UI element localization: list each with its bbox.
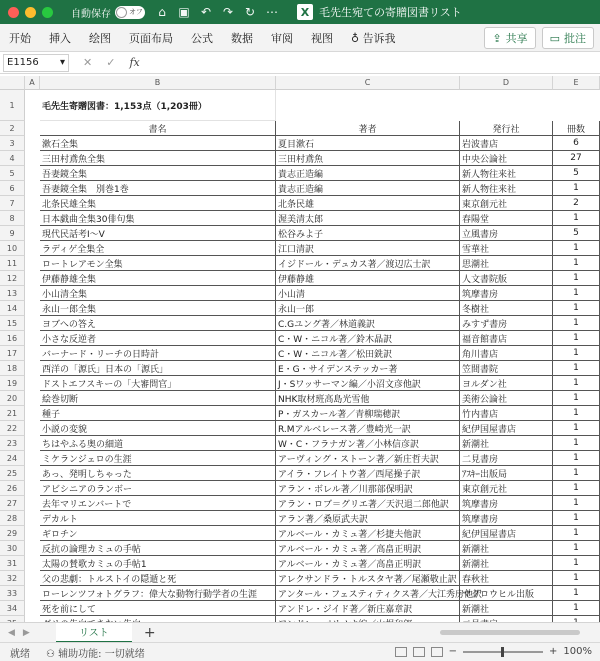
table-cell[interactable]: 1 (553, 211, 600, 226)
insert-function-button[interactable]: fx (129, 56, 140, 69)
autosave-label: 自動保存 (71, 8, 111, 20)
table-cell[interactable]: 夏目漱石 (276, 136, 460, 151)
table-cell[interactable]: 1 (553, 601, 600, 616)
tab-formulas[interactable]: 公式 (191, 31, 213, 45)
close-window-button[interactable] (8, 7, 19, 18)
row-header[interactable]: 1 (0, 90, 25, 121)
table-cell[interactable]: 角川書店 (460, 346, 553, 361)
table-cell[interactable]: 雪華社 (460, 241, 553, 256)
table-cell[interactable]: 1 (553, 511, 600, 526)
tab-view[interactable]: 视图 (311, 31, 333, 45)
table-cell[interactable]: 1 (553, 571, 600, 586)
table-cell[interactable]: 三田村鳶魚 (276, 151, 460, 166)
table-cell[interactable]: 去年マリエンバートで (40, 496, 276, 511)
table-cell[interactable]: 小さな反逆者 (40, 331, 276, 346)
row-header[interactable]: 19 (0, 376, 25, 391)
normal-view-button[interactable] (395, 647, 407, 657)
row-header[interactable]: 14 (0, 301, 25, 316)
table-cell[interactable]: 人文書院版 (460, 271, 553, 286)
table-cell[interactable]: R.Mアルベレース著／豊崎光一訳 (276, 421, 460, 436)
table-cell[interactable]: 5 (553, 226, 600, 241)
sheet-tab-list[interactable]: リスト (56, 623, 132, 643)
table-cell[interactable]: 太陽の賛歌カミュの手帖1 (40, 556, 276, 571)
tab-home[interactable]: 开始 (9, 31, 31, 45)
table-cell[interactable]: 吾妻鏡全集 別巻1巻 (40, 181, 276, 196)
zoom-window-button[interactable] (42, 7, 53, 18)
accessibility-status[interactable] (46, 645, 145, 660)
toggle-knob (116, 7, 127, 18)
table-cell[interactable]: 春秋社 (460, 571, 553, 586)
row-header[interactable]: 21 (0, 406, 25, 421)
share-icon: ⇪ (492, 31, 502, 45)
horizontal-scrollbar[interactable] (440, 630, 580, 635)
table-cell[interactable]: 美術公論社 (460, 391, 553, 406)
column-header-b[interactable]: B (40, 76, 276, 90)
table-cell[interactable]: アルベール・カミュ著／高畠正明訳 (276, 556, 460, 571)
table-cell[interactable]: 新潮社 (460, 601, 553, 616)
table-cell[interactable]: 江口清訳 (276, 241, 460, 256)
row-header[interactable]: 34 (0, 601, 25, 616)
row-header[interactable]: 8 (0, 211, 25, 226)
row-header[interactable]: 16 (0, 331, 25, 346)
row-header[interactable]: 10 (0, 241, 25, 256)
table-cell[interactable]: 1 (553, 526, 600, 541)
lightbulb-icon: ♁ (351, 31, 360, 45)
column-header-e[interactable]: E (553, 76, 600, 90)
table-cell[interactable]: 永山一郎 (276, 301, 460, 316)
table-cell[interactable]: 1 (553, 346, 600, 361)
table-cell[interactable]: 小山清全集 (40, 286, 276, 301)
row-header[interactable]: 20 (0, 391, 25, 406)
table-header-cell[interactable]: 発行社 (460, 121, 553, 136)
table-cell[interactable]: 5 (553, 166, 600, 181)
table-cell[interactable]: NHK取材班高島光雪他 (276, 391, 460, 406)
chevron-down-icon: ▾ (59, 57, 65, 68)
table-cell[interactable]: 筑摩書房 (460, 496, 553, 511)
row-header[interactable]: 31 (0, 556, 25, 571)
refresh-icon[interactable]: ↻ (244, 5, 256, 19)
table-cell[interactable]: 現代民話考Ⅰ～Ⅴ (40, 226, 276, 241)
table-cell[interactable]: みすず書房 (460, 316, 553, 331)
accessibility-icon: ⚇ (46, 648, 55, 660)
column-header-d[interactable]: D (460, 76, 553, 90)
row-header[interactable]: 32 (0, 571, 25, 586)
table-cell[interactable]: 種子 (40, 406, 276, 421)
table-cell[interactable]: ドストエフスキーの「大審問官」 (40, 376, 276, 391)
table-cell[interactable]: アラン・ロブ＝グリエ著／天沢退二郎他訳 (276, 496, 460, 511)
table-cell[interactable]: 紀伊国屋書店 (460, 526, 553, 541)
confirm-icon[interactable]: ✓ (106, 56, 116, 69)
table-cell[interactable]: アンドレ・ジイド著／新庄嘉章訳 (276, 601, 460, 616)
window-controls (8, 7, 53, 18)
table-cell[interactable]: 紀伊国屋書店 (460, 421, 553, 436)
table-cell[interactable]: 新人物往来社 (460, 166, 553, 181)
row-header[interactable]: 29 (0, 526, 25, 541)
next-sheet-icon[interactable]: ▶ (22, 627, 30, 638)
row-header[interactable]: 18 (0, 361, 25, 376)
table-cell[interactable]: 冬樹社 (460, 301, 553, 316)
table-cell[interactable]: 1 (553, 436, 600, 451)
table-cell[interactable]: 東京創元社 (460, 196, 553, 211)
table-cell[interactable]: アイラ・フレイトウ著／西尾操子訳 (276, 466, 460, 481)
table-cell[interactable]: ヨブへの答え (40, 316, 276, 331)
sheet-title-cell[interactable]: 毛先生寄贈図書：1,153点（1,203冊） (40, 90, 276, 121)
tab-draw[interactable]: 绘图 (89, 31, 111, 45)
table-cell[interactable]: 北条民雄 (276, 196, 460, 211)
row-header[interactable]: 26 (0, 481, 25, 496)
table-header-cell[interactable]: 冊数 (553, 121, 600, 136)
add-sheet-button[interactable]: + (143, 624, 156, 641)
table-cell[interactable]: 1 (553, 301, 600, 316)
table-cell[interactable]: 岩波書店 (460, 136, 553, 151)
table-header-cell[interactable]: 書名 (40, 121, 276, 136)
formula-bar (0, 52, 600, 74)
table-cell[interactable]: 竹内書店 (460, 406, 553, 421)
title-bar (0, 0, 600, 24)
accessibility-label: 辅助功能: 一切就绪 (58, 648, 145, 660)
tab-tell-me[interactable] (342, 30, 405, 46)
row-header[interactable]: 25 (0, 466, 25, 481)
zoom-knob[interactable] (501, 647, 504, 657)
row-header[interactable]: 13 (0, 286, 25, 301)
column-header-a[interactable]: A (25, 76, 40, 90)
formula-input[interactable] (148, 54, 600, 72)
table-cell[interactable]: イジドール・デュカス著／渡辺広士訳 (276, 256, 460, 271)
table-cell[interactable]: 漱石全集 (40, 136, 276, 151)
table-cell[interactable]: 春陽堂 (460, 211, 553, 226)
row-header[interactable]: 24 (0, 451, 25, 466)
row-header[interactable]: 4 (0, 151, 25, 166)
table-cell[interactable]: 貴志正造編 (276, 181, 460, 196)
share-label: 共享 (505, 32, 528, 45)
table-cell[interactable]: 新潮社 (460, 436, 553, 451)
tab-data[interactable]: 数据 (231, 31, 253, 45)
table-cell[interactable]: 三田村鳶魚全集 (40, 151, 276, 166)
table-cell[interactable]: デカルト (40, 511, 276, 526)
zoom-in-icon[interactable]: + (549, 646, 558, 657)
table-cell[interactable]: E・G・サイデンステッカー著 (276, 361, 460, 376)
table-cell[interactable]: W・C・フラナガン著／小林信彦訳 (276, 436, 460, 451)
table-cell[interactable]: 反抗の論理カミュの手帖 (40, 541, 276, 556)
table-cell[interactable]: 1 (553, 376, 600, 391)
table-cell[interactable]: 2 (553, 196, 600, 211)
row-header[interactable]: 12 (0, 271, 25, 286)
zoom-out-icon[interactable]: − (448, 646, 458, 657)
table-cell[interactable]: 新人物往来社 (460, 181, 553, 196)
table-cell[interactable]: 27 (553, 151, 600, 166)
row-header[interactable]: 11 (0, 256, 25, 271)
table-cell[interactable]: 1 (553, 466, 600, 481)
column-header-c[interactable]: C (276, 76, 460, 90)
table-cell[interactable]: 小山清 (276, 286, 460, 301)
table-cell[interactable]: 永山一郎全集 (40, 301, 276, 316)
table-cell[interactable]: アレクサンドラ・トルスタヤ著／尾瀬敬止訳 (276, 571, 460, 586)
window-title: 毛先生宛ての寄贈図書リスト (319, 6, 462, 19)
table-cell[interactable]: 思潮社 (460, 256, 553, 271)
ready-status: 就绪 (10, 648, 30, 660)
table-cell[interactable]: 松谷みよ子 (276, 226, 460, 241)
table-cell[interactable]: 立風書房 (460, 226, 553, 241)
table-cell[interactable]: 1 (553, 451, 600, 466)
zoom-slider[interactable] (463, 651, 543, 653)
comments-button[interactable] (542, 27, 594, 49)
table-cell[interactable]: バーナード・リーチの日時計 (40, 346, 276, 361)
table-cell[interactable]: 二見書房 (460, 451, 553, 466)
table-cell[interactable]: 1 (553, 286, 600, 301)
share-button[interactable] (484, 27, 535, 49)
table-cell[interactable]: 新潮社 (460, 541, 553, 556)
table-cell[interactable]: 1 (553, 406, 600, 421)
table-cell[interactable]: 西洋の「源氏」日本の「源氏」 (40, 361, 276, 376)
table-cell[interactable]: 1 (553, 181, 600, 196)
row-header[interactable]: 9 (0, 226, 25, 241)
table-cell[interactable]: アンタール・フェスティティクス著／大江秀房他訳 (276, 586, 460, 601)
table-cell[interactable]: 北条民雄全集 (40, 196, 276, 211)
table-cell[interactable]: ちはやふる奥の細道 (40, 436, 276, 451)
table-cell[interactable]: 6 (553, 136, 600, 151)
table-cell[interactable]: ｱｽｷｰ出版局 (460, 466, 553, 481)
table-cell[interactable]: アラン著／桑原武夫訳 (276, 511, 460, 526)
table-cell[interactable]: 1 (553, 421, 600, 436)
table-cell[interactable]: 日本戯曲全集30俳句集 (40, 211, 276, 226)
row-header[interactable]: 27 (0, 496, 25, 511)
table-cell[interactable]: あっ、発明しちゃった (40, 466, 276, 481)
autosave (71, 5, 145, 20)
table-cell[interactable]: ローレンツフォトグラフ：偉大な動物行動学者の生涯 (40, 586, 276, 601)
table-cell[interactable]: ラディゲ全集全 (40, 241, 276, 256)
table-cell[interactable]: 伊藤静雄 (276, 271, 460, 286)
save-icon[interactable]: ▣ (178, 5, 190, 19)
table-cell[interactable]: アーヴィング・ストーン著／新庄哲夫訳 (276, 451, 460, 466)
zoom-level: 100% (563, 646, 592, 657)
tell-me-label: 告诉我 (362, 31, 396, 45)
row-header[interactable]: 7 (0, 196, 25, 211)
table-cell[interactable]: C.Gユング著／林道義訳 (276, 316, 460, 331)
cancel-icon[interactable]: ✕ (83, 56, 93, 69)
comments-label: 批注 (564, 32, 586, 45)
table-cell[interactable]: C・W・ニコル著／鈴木晶訳 (276, 331, 460, 346)
row-header[interactable]: 15 (0, 316, 25, 331)
row-header[interactable]: 3 (0, 136, 25, 151)
table-cell[interactable]: 1 (553, 391, 600, 406)
page-break-view-button[interactable] (431, 647, 443, 657)
table-cell[interactable]: 渥美清太郎 (276, 211, 460, 226)
table-cell[interactable]: 1 (553, 256, 600, 271)
row-header[interactable]: 30 (0, 541, 25, 556)
table-cell[interactable]: マグロウヒル出版 (460, 586, 553, 601)
tab-page-layout[interactable]: 页面布局 (129, 31, 173, 45)
table-cell[interactable]: 1 (553, 361, 600, 376)
table-cell[interactable]: 伊藤静雄全集 (40, 271, 276, 286)
row-header[interactable]: 23 (0, 436, 25, 451)
tab-review[interactable]: 审阅 (271, 31, 293, 45)
table-cell[interactable]: 1 (553, 331, 600, 346)
select-all-corner[interactable] (0, 76, 25, 90)
prev-sheet-icon[interactable]: ◀ (8, 627, 15, 638)
table-cell[interactable]: 1 (553, 556, 600, 571)
table-cell[interactable]: ロートレアモン全集 (40, 256, 276, 271)
table-cell[interactable]: アルベール・カミュ著／高畠正明訳 (276, 541, 460, 556)
table-cell[interactable]: 1 (553, 271, 600, 286)
table-cell[interactable]: 筑摩書房 (460, 511, 553, 526)
row-header[interactable]: 28 (0, 511, 25, 526)
table-cell[interactable]: 1 (553, 586, 600, 601)
autosave-toggle[interactable] (115, 6, 145, 19)
table-cell[interactable]: 1 (553, 541, 600, 556)
row-header[interactable]: 2 (0, 121, 25, 136)
comment-icon: ▭ (549, 31, 560, 45)
table-cell[interactable]: アルベール・カミュ著／杉捷夫他訳 (276, 526, 460, 541)
quick-access-toolbar (155, 5, 279, 19)
name-box[interactable] (3, 54, 69, 72)
table-cell[interactable]: C・W・ニコル著／松田銑訳 (276, 346, 460, 361)
table-cell[interactable]: 吾妻鏡全集 (40, 166, 276, 181)
table-cell[interactable]: 1 (553, 241, 600, 256)
table-cell[interactable]: 東京創元社 (460, 481, 553, 496)
table-cell[interactable]: 1 (553, 481, 600, 496)
table-cell[interactable]: J・Sワッサーマン編／小沼文彦他訳 (276, 376, 460, 391)
tab-insert[interactable]: 挿入 (49, 31, 71, 45)
table-cell[interactable]: 小説の変貌 (40, 421, 276, 436)
sheet-tab-bar (0, 622, 600, 642)
table-cell[interactable]: ミケランジェロの生涯 (40, 451, 276, 466)
table-cell[interactable]: ギロチン (40, 526, 276, 541)
table-cell[interactable]: 1 (553, 316, 600, 331)
table-cell[interactable]: 筑摩書房 (460, 286, 553, 301)
row-header[interactable]: 17 (0, 346, 25, 361)
status-bar (0, 642, 600, 661)
redo-icon[interactable]: ↷ (222, 5, 234, 19)
ribbon-tabs (0, 24, 600, 52)
minimize-window-button[interactable] (25, 7, 36, 18)
table-cell[interactable]: 笠間書院 (460, 361, 553, 376)
table-cell[interactable]: 1 (553, 496, 600, 511)
table-cell[interactable]: 新潮社 (460, 556, 553, 571)
table-cell[interactable]: 死を前にして (40, 601, 276, 616)
worksheet-grid[interactable] (0, 76, 600, 622)
table-header-cell[interactable]: 著者 (276, 121, 460, 136)
undo-icon[interactable]: ↶ (200, 5, 212, 19)
table-cell[interactable]: 中央公論社 (460, 151, 553, 166)
home-icon[interactable]: ⌂ (158, 5, 166, 19)
table-cell[interactable]: アラン・ボレル著／川那部保明訳 (276, 481, 460, 496)
table-cell[interactable]: 父の悲劇：トルストイの隠遁と死 (40, 571, 276, 586)
table-cell[interactable]: 絵巻切断 (40, 391, 276, 406)
page-layout-view-button[interactable] (413, 647, 425, 657)
table-cell[interactable]: 福音館書店 (460, 331, 553, 346)
row-header[interactable]: 22 (0, 421, 25, 436)
table-cell[interactable]: 貴志正造編 (276, 166, 460, 181)
row-header[interactable]: 33 (0, 586, 25, 601)
autosave-state: オフ (129, 8, 143, 16)
row-header[interactable]: 5 (0, 166, 25, 181)
more-icon[interactable]: ⋯ (266, 5, 278, 19)
table-cell[interactable]: アビシニアのランボー (40, 481, 276, 496)
excel-app-icon: X (297, 4, 313, 20)
row-header[interactable]: 6 (0, 181, 25, 196)
table-cell[interactable]: P・ガスカール著／青柳瑞穂訳 (276, 406, 460, 421)
table-cell[interactable]: ヨルダン社 (460, 376, 553, 391)
formula-actions (83, 56, 140, 69)
name-box-value: E1156 (7, 57, 39, 68)
